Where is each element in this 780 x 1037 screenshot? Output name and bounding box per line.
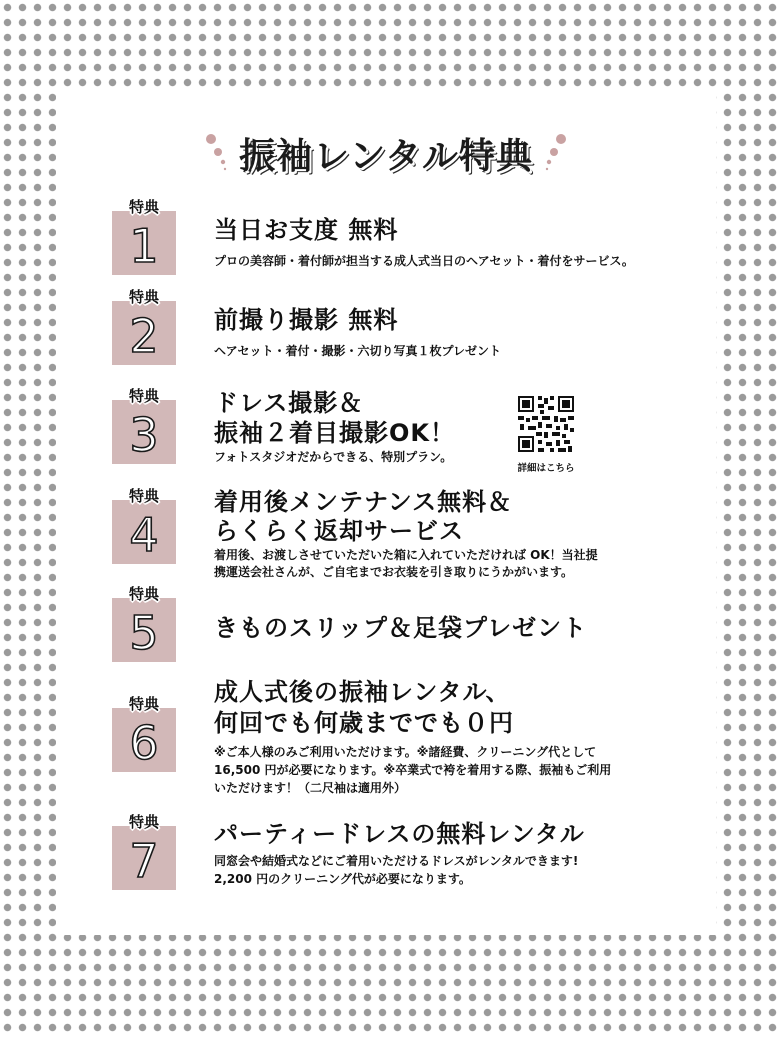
benefit-description-line-2: 2,200 円のクリーニング代が必要になります。 xyxy=(214,872,471,886)
qr-label[interactable]: 詳細はこちら xyxy=(517,463,575,474)
qr-code-block[interactable] xyxy=(516,396,576,474)
badge-number: 1 xyxy=(129,219,159,273)
benefit-title: ドレス撮影＆ xyxy=(214,389,364,417)
badge-label: 特典 xyxy=(128,695,159,713)
title-row xyxy=(56,123,716,183)
benefit-title: 成人式後の振袖レンタル、 xyxy=(214,678,511,706)
benefit-description-line-2: 携運送会社さんが、ご自宅までお衣装を引き取りにうかがいます。 xyxy=(214,565,574,579)
benefit-description-line-2: 16,500 円が必要になります。※卒業式で袴を着用する際、振袖もご利用 xyxy=(214,763,612,777)
left-sparkle-icon xyxy=(197,131,229,175)
benefit-description: ※ご本人様のみご利用いただけます。※諸経費、クリーニング代として xyxy=(214,745,597,759)
benefit-description: ヘアセット・着付・撮影・六切り写真１枚プレゼント xyxy=(214,344,502,358)
page-title: 振袖レンタル特典 xyxy=(239,135,533,177)
benefit-description: 着用後、お渡しさせていただいた箱に入れていただければ OK！当社提 xyxy=(214,548,598,562)
qr-code-icon[interactable] xyxy=(518,396,574,452)
benefit-title: パーティードレスの無料レンタル xyxy=(214,820,585,848)
badge-label: 特典 xyxy=(128,198,159,216)
benefit-title-line-2: 何回でも何歳まででも０円 xyxy=(214,709,514,737)
benefit-title-line-2: らくらく返却サービス xyxy=(214,517,464,545)
benefit-title: 前撮り撮影 無料 xyxy=(214,306,399,334)
badge-number: 3 xyxy=(129,408,159,462)
right-sparkle-icon xyxy=(543,131,575,175)
badge-label: 特典 xyxy=(128,585,159,603)
benefit-title: きものスリップ＆足袋プレゼント xyxy=(214,614,588,642)
benefit-title: 着用後メンテナンス無料＆ xyxy=(214,488,513,516)
badge-number: 6 xyxy=(129,716,159,770)
benefit-description: フォトスタジオだからできる、特別プラン。 xyxy=(214,450,453,464)
benefit-title-line-2: 振袖２着目撮影OK！ xyxy=(214,419,455,447)
badge-number: 4 xyxy=(129,508,159,562)
benefit-description-line-3: いただけます！（二尺袖は適用外） xyxy=(214,781,407,795)
badge-number: 7 xyxy=(129,834,159,888)
benefit-description: 同窓会や結婚式などにご着用いただけるドレスがレンタルできます! xyxy=(214,854,579,868)
badge-label: 特典 xyxy=(128,487,159,505)
badge-label: 特典 xyxy=(128,288,159,306)
benefit-title: 当日お支度 無料 xyxy=(214,216,399,244)
benefit-description: プロの美容師・着付師が担当する成人式当日のヘアセット・着付をサービス。 xyxy=(214,254,634,268)
badge-number: 2 xyxy=(129,309,159,363)
benefits-card xyxy=(56,93,716,935)
badge-number: 5 xyxy=(129,606,159,660)
badge-label: 特典 xyxy=(128,813,159,831)
badge-label: 特典 xyxy=(128,387,159,405)
